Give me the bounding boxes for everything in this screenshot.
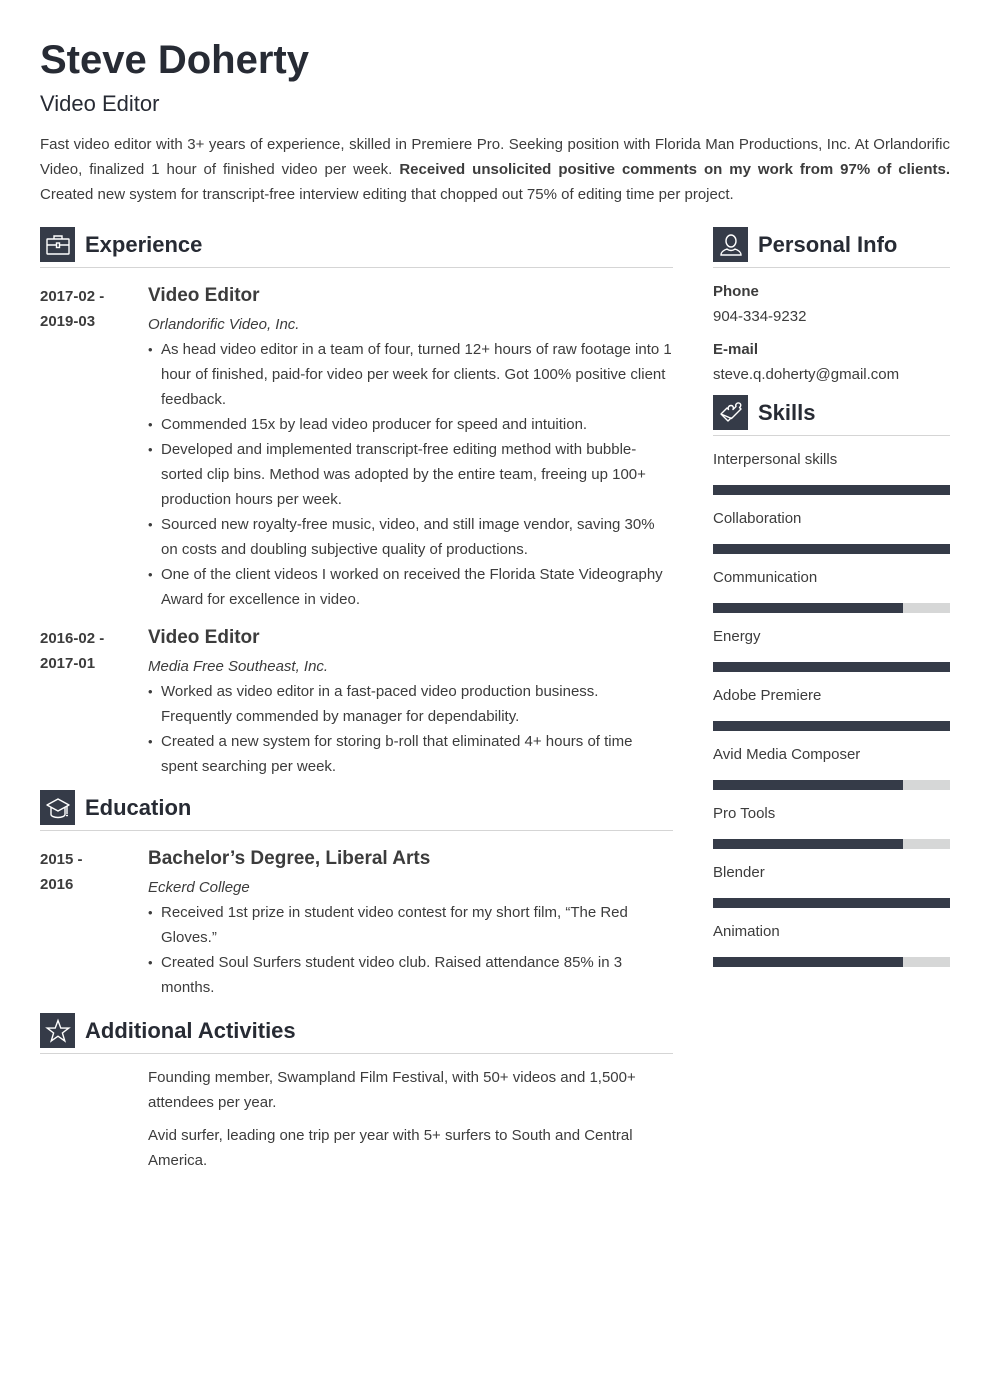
- skill-name: Collaboration: [713, 510, 802, 527]
- phone-label: Phone: [713, 283, 759, 300]
- date-start: 2015 -: [40, 851, 83, 868]
- briefcase-icon: [40, 227, 75, 262]
- section-title: Experience: [85, 232, 203, 257]
- section-header: [713, 227, 950, 268]
- section-title: Education: [85, 795, 192, 820]
- skill-level-bar: [713, 898, 950, 908]
- profile-summary: [40, 132, 950, 207]
- entry-dates: [40, 626, 140, 676]
- skill-item: [713, 863, 950, 908]
- skill-level-fill: [713, 780, 903, 790]
- section-title: Additional Activities: [85, 1018, 296, 1043]
- section-title: Skills: [758, 400, 816, 425]
- activities-section: [40, 1013, 673, 1173]
- company-name: Orlandorific Video, Inc.: [148, 316, 300, 333]
- skill-name: Adobe Premiere: [713, 687, 822, 704]
- activity-item: Founding member, Swampland Film Festival, with 50+ videos and 1,500+ attendees per year.: [148, 1069, 636, 1111]
- candidate-title: Video Editor: [40, 91, 160, 116]
- skill-level-fill: [713, 898, 950, 908]
- email-value: steve.q.doherty@gmail.com: [713, 366, 900, 383]
- date-start: 2016-02 -: [40, 630, 105, 647]
- summary-highlight: Received unsolicited positive comments on my work from 97% of clients.: [399, 161, 950, 178]
- achievement-list: [148, 900, 673, 1000]
- skill-item: [713, 922, 950, 967]
- achievement-item: • Sourced new royalty-free music, video, and still image vendor, saving 30% on costs and doubling subjective quality of productions.: [148, 512, 673, 562]
- skill-level-bar: [713, 544, 950, 554]
- school-name: Eckerd College: [148, 879, 250, 896]
- person-icon: [713, 227, 748, 262]
- skill-item: [713, 686, 950, 731]
- activities-list: [148, 1065, 673, 1173]
- entry-dates: [40, 284, 140, 334]
- date-start: 2017-02 -: [40, 288, 105, 305]
- skill-item: [713, 568, 950, 613]
- achievement-list: [148, 337, 673, 612]
- achievement-item: • Worked as video editor in a fast-paced video production business. Frequently commended by manager for dependability.: [148, 679, 673, 729]
- section-header: [40, 227, 673, 268]
- candidate-name: Steve Doherty: [40, 38, 309, 82]
- skill-level-bar: [713, 780, 950, 790]
- skills-section: [713, 395, 950, 967]
- skill-item: [713, 450, 950, 495]
- skill-level-bar: [713, 603, 950, 613]
- skill-level-fill: [713, 721, 950, 731]
- skill-level-fill: [713, 485, 950, 495]
- skill-item: [713, 509, 950, 554]
- skill-level-bar: [713, 721, 950, 731]
- skill-name: Energy: [713, 628, 761, 645]
- skill-level-fill: [713, 544, 950, 554]
- section-header: [713, 395, 950, 436]
- puzzle-piece-icon: [713, 395, 748, 430]
- activity-item: Avid surfer, leading one trip per year with 5+ surfers to South and Central America.: [148, 1127, 633, 1169]
- summary-text: Fast video editor with 3+ years of experience, skilled in Premiere Pro. Seeking position with Florida Man Productions, Inc. At Orlandorific Video, finalized 1 hour of finished video per week.: [40, 136, 950, 178]
- degree-title: Bachelor’s Degree, Liberal Arts: [148, 848, 431, 869]
- achievement-item: • As head video editor in a team of four, turned 12+ hours of raw footage into 1 hour of finished, paid-for video per week for clients. Got 100% positive client feedback.: [148, 337, 673, 412]
- email-label: E-mail: [713, 341, 759, 358]
- job-title: Video Editor: [148, 627, 260, 648]
- achievement-item: • Created a new system for storing b-roll that eliminated 4+ hours of time spent searching per week.: [148, 729, 673, 779]
- job-title: Video Editor: [148, 285, 260, 306]
- skill-level-bar: [713, 957, 950, 967]
- section-header: [40, 790, 673, 831]
- achievement-item: • Commended 15x by lead video producer for speed and intuition.: [148, 412, 673, 437]
- skill-name: Communication: [713, 569, 818, 586]
- section-title: Personal Info: [758, 232, 898, 257]
- skill-name: Avid Media Composer: [713, 746, 861, 763]
- phone-value: 904-334-9232: [713, 308, 807, 325]
- skill-name: Animation: [713, 923, 780, 940]
- skill-level-fill: [713, 603, 903, 613]
- experience-section: [40, 227, 673, 779]
- education-entry: [40, 845, 673, 1000]
- achievement-item: • Created Soul Surfers student video club. Raised attendance 85% in 3 months.: [148, 950, 673, 1000]
- skill-item: [713, 745, 950, 790]
- skill-item: [713, 804, 950, 849]
- skill-level-bar: [713, 485, 950, 495]
- skill-name: Blender: [713, 864, 765, 881]
- company-name: Media Free Southeast, Inc.: [148, 658, 329, 675]
- skill-name: Interpersonal skills: [713, 451, 838, 468]
- star-icon: [40, 1013, 75, 1048]
- achievement-item: • Received 1st prize in student video contest for my short film, “The Red Gloves.”: [148, 900, 673, 950]
- personal-info-section: [713, 227, 950, 385]
- sidebar-column: [713, 227, 950, 967]
- experience-entry: [40, 282, 673, 612]
- experience-entry: [40, 624, 673, 779]
- achievement-item: • One of the client videos I worked on received the Florida State Videography Award for excellence in video.: [148, 562, 673, 612]
- entry-dates: [40, 847, 140, 897]
- education-section: [40, 790, 673, 1000]
- summary-text-end: Created new system for transcript-free interview editing that chopped out 75% of editing time per project.: [40, 186, 734, 203]
- date-end: 2019-03: [40, 313, 96, 330]
- section-header: [40, 1013, 673, 1054]
- achievement-item: • Developed and implemented transcript-free editing method with bubble-sorted clip bins. Method was adopted by the entire team, freeing up 100+ production hours per week.: [148, 437, 673, 512]
- graduation-cap-icon: [40, 790, 75, 825]
- skill-level-fill: [713, 662, 950, 672]
- date-end: 2017-01: [40, 655, 96, 672]
- skill-level-bar: [713, 839, 950, 849]
- skill-name: Pro Tools: [713, 805, 776, 822]
- skill-level-fill: [713, 839, 903, 849]
- skill-level-bar: [713, 662, 950, 672]
- skill-level-fill: [713, 957, 903, 967]
- date-end: 2016: [40, 876, 74, 893]
- skill-item: [713, 627, 950, 672]
- achievement-list: [148, 679, 673, 779]
- main-column: [40, 227, 673, 1181]
- skills-list: [713, 450, 950, 967]
